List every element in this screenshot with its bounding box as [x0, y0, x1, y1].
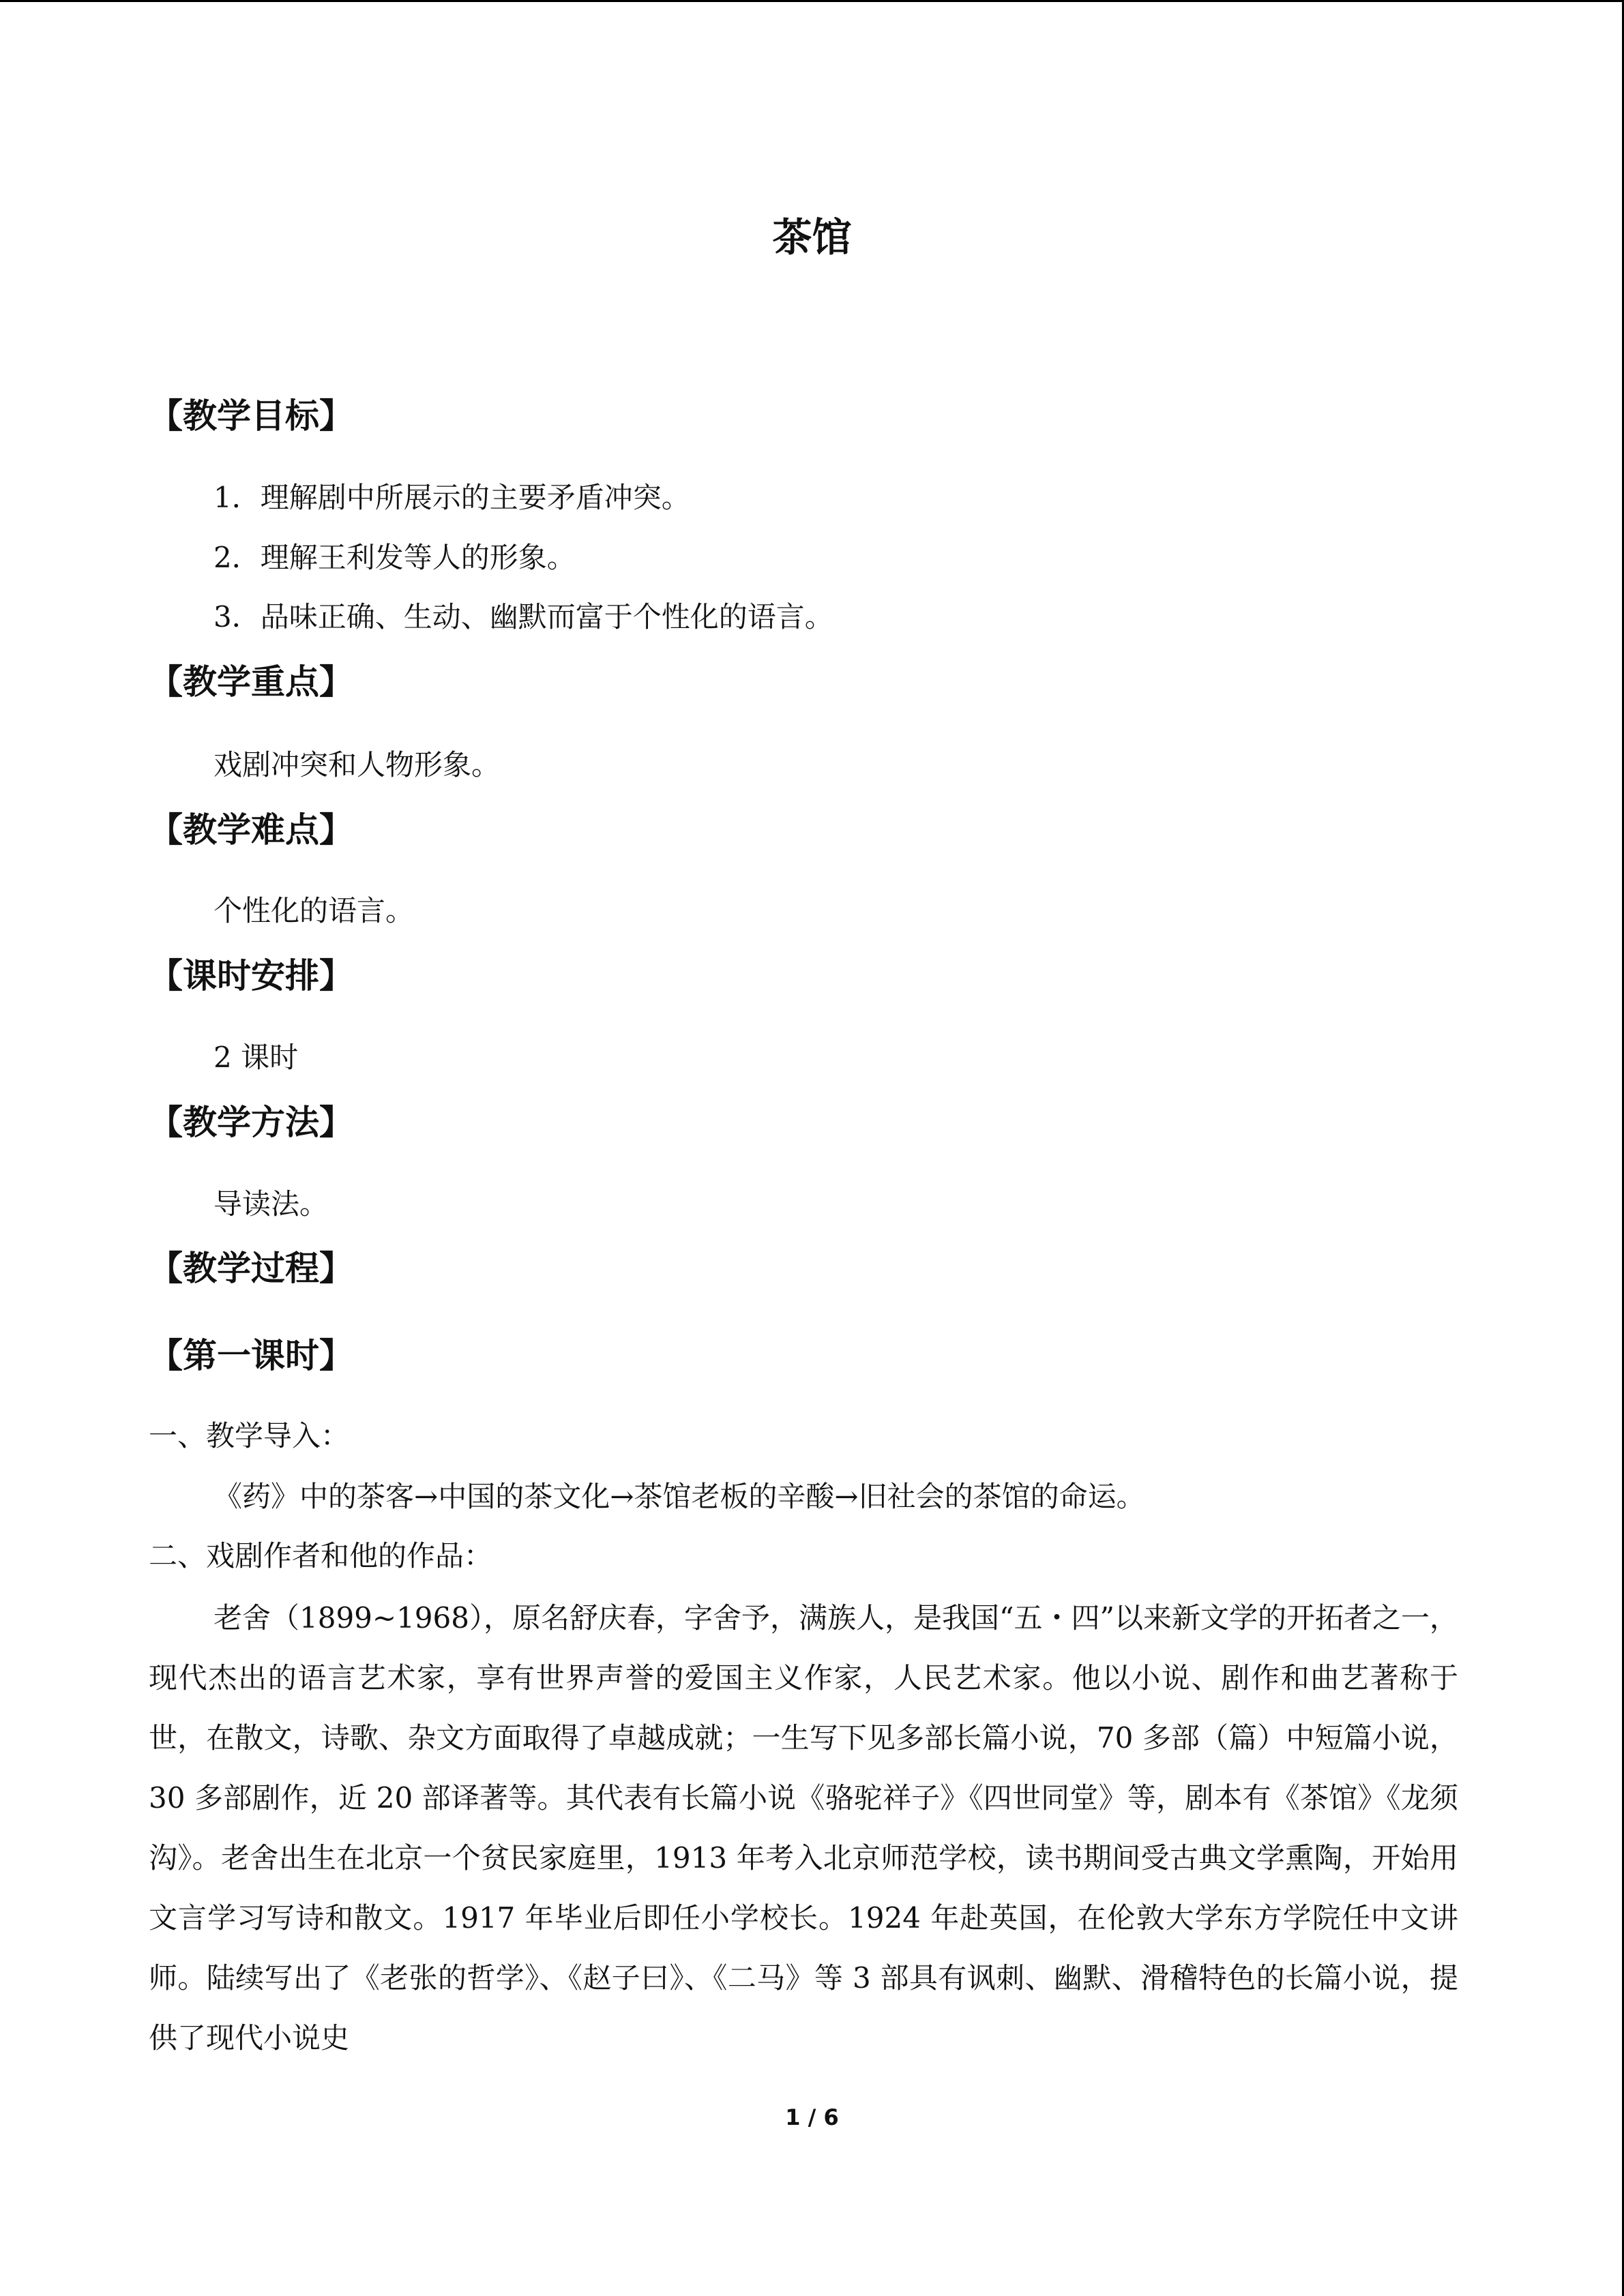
- key-points-heading: 【教学重点】: [149, 662, 353, 702]
- schedule-heading: 【课时安排】: [149, 956, 353, 996]
- process-heading: 【教学过程】: [149, 1249, 353, 1288]
- method-text: 导读法。: [213, 1187, 329, 1221]
- author-heading: 二、戏剧作者和他的作品：: [149, 1539, 493, 1572]
- intro-text: 《药》中的茶客→中国的茶文化→茶馆老板的辛酸→旧社会的茶馆的命运。: [213, 1480, 1145, 1513]
- objective-item: 2．理解王利发等人的形象。: [213, 541, 576, 574]
- schedule-text: 2 课时: [213, 1041, 299, 1074]
- method-heading: 【教学方法】: [149, 1103, 353, 1142]
- page-title: 茶馆: [772, 214, 852, 260]
- page-number: 1 / 6: [785, 2104, 839, 2130]
- difficulties-heading: 【教学难点】: [149, 810, 353, 850]
- objective-item: 3．品味正确、生动、幽默而富于个性化的语言。: [213, 600, 833, 633]
- author-paragraph: 老舍（1899~1968），原名舒庆春，字舍予，满族人，是我国“五・四”以来新文学的开拓者之一，现代杰出的语言艺术家，享有世界声誉的爱国主义作家，人民艺术家。他以小说、剧作和曲艺著称于世，在散文，诗歌、杂文方面取得了卓越成就；一生写下见多部长篇小说，70 多部（篇）中短篇小说，30 多部剧作，近 20 部译著等。其代表有长篇小说《骆驼祥子》《四世同堂》等，剧本有《茶馆》《龙须沟》。老舍出生在北京一个贫民家庭里，1913 年考入北京师范学校，读书期间受古典文学熏陶，开始用文言学习写诗和散文。1917 年毕业后即任小学校长。1924 年赴英国，在伦敦大学东方学院任中文讲师。陆续写出了《老张的哲学》、《赵子曰》、《二马》等 3 部具有讽刺、幽默、滑稽特色的长篇小说，提供了现代小说史: [149, 1601, 1458, 2055]
- key-points-text: 戏剧冲突和人物形象。: [213, 748, 501, 781]
- objectives-heading: 【教学目标】: [149, 396, 353, 436]
- difficulties-text: 个性化的语言。: [213, 894, 415, 927]
- objective-item: 1．理解剧中所展示的主要矛盾冲突。: [213, 481, 690, 514]
- lesson1-heading: 【第一课时】: [149, 1336, 353, 1375]
- intro-heading: 一、教学导入：: [149, 1419, 350, 1452]
